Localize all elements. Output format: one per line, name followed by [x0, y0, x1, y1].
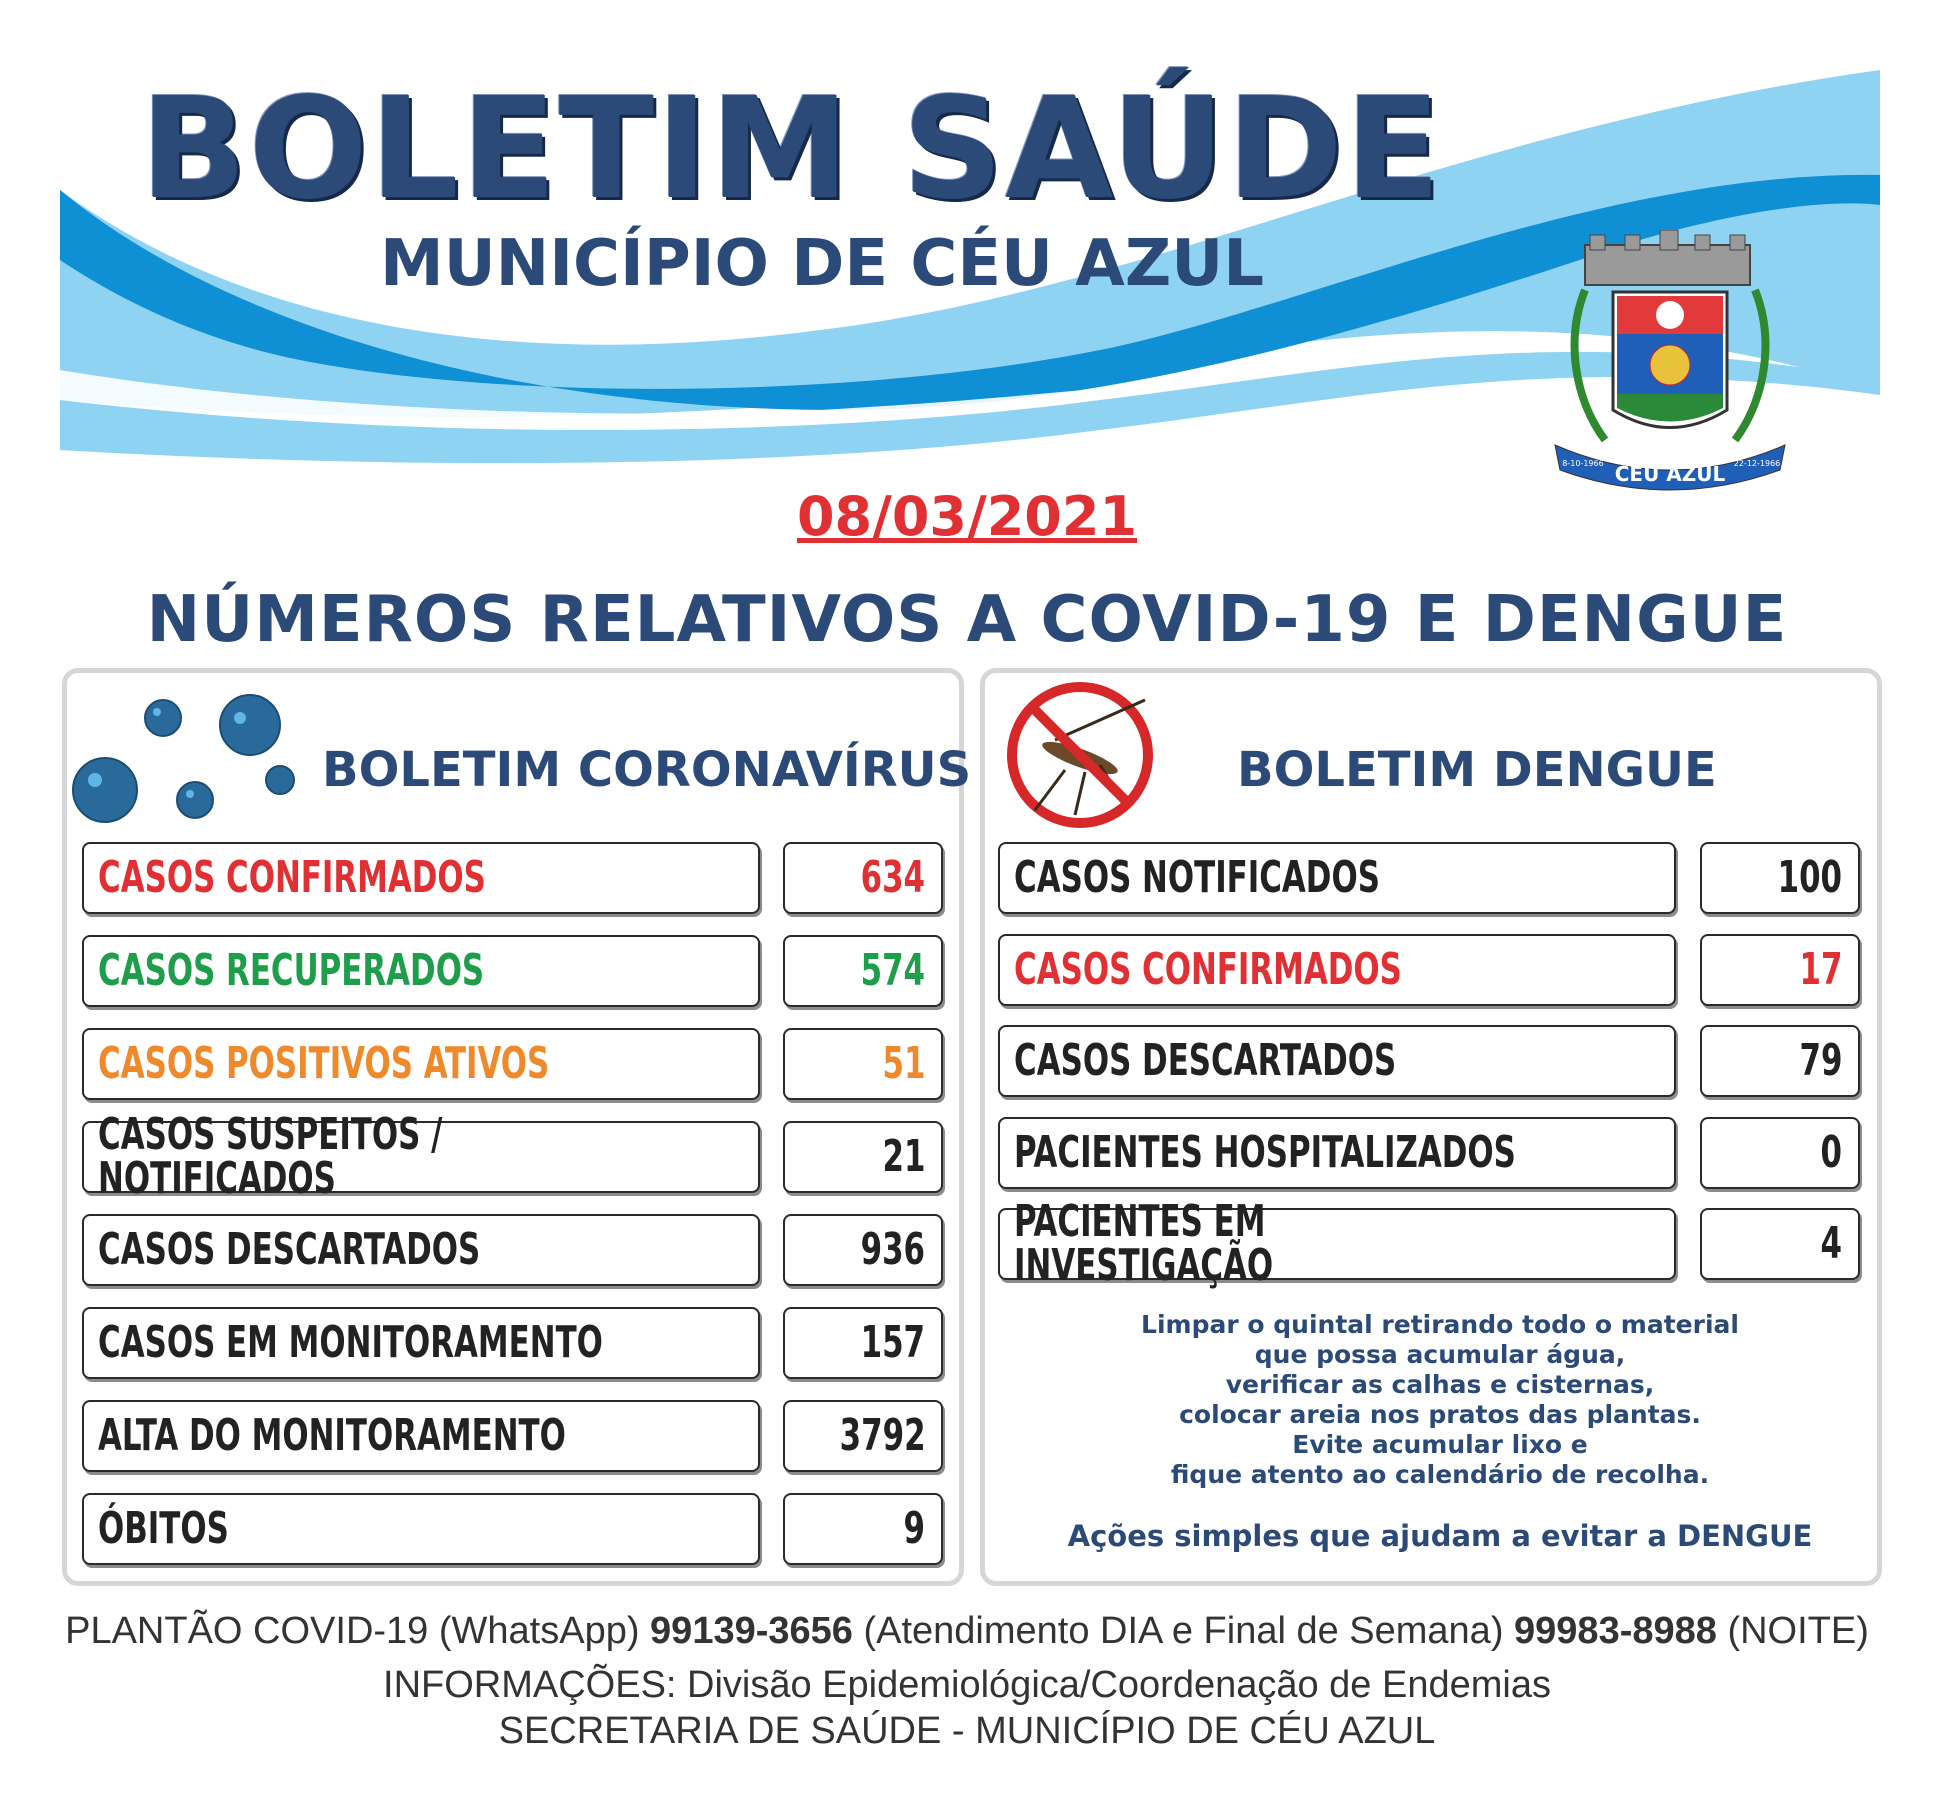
- page-title: BOLETIM SAÚDE: [140, 68, 1443, 231]
- footer-info: INFORMAÇÕES: Divisão Epidemiológica/Coordenação de Endemias: [383, 1664, 1551, 1706]
- covid-row-value: [783, 1400, 943, 1472]
- dengue-prevention-tips: [1000, 1310, 1880, 1490]
- dengue-row-label-text: CASOS CONFIRMADOS: [1014, 943, 1402, 995]
- dengue-row-value: [1700, 1208, 1860, 1280]
- tip-line: colocar areia nos pratos das plantas.: [1179, 1400, 1701, 1429]
- phone-night: 99983-8988: [1514, 1610, 1717, 1652]
- municipal-crest: [1545, 230, 1795, 500]
- covid-row-value-text: 3792: [839, 1410, 926, 1461]
- dengue-slogan: Ações simples que ajudam a evitar a DENGUE: [1067, 1519, 1813, 1553]
- covid-row-label: [82, 1493, 760, 1565]
- dengue-row-label-text: PACIENTES HOSPITALIZADOS: [1014, 1126, 1516, 1178]
- covid-row-value: [783, 1214, 943, 1286]
- tip-line: que possa acumular água,: [1254, 1340, 1626, 1369]
- covid-row-label: [82, 1214, 760, 1286]
- dengue-row-label-text: CASOS DESCARTADOS: [1014, 1035, 1397, 1086]
- hotline-night-note: (NOITE): [1716, 1610, 1869, 1652]
- dengue-row-value-text: 79: [1799, 1035, 1843, 1086]
- covid-row-label: [82, 1109, 760, 1204]
- bulletin-date: 08/03/2021: [796, 485, 1138, 548]
- covid-row-label: [82, 1400, 760, 1472]
- covid-row-label-text: CASOS DESCARTADOS: [98, 1224, 481, 1275]
- dengue-row-value-text: 0: [1820, 1126, 1843, 1178]
- dengue-row-value: [1700, 842, 1860, 914]
- crest-label: CÉU AZUL: [1614, 462, 1726, 486]
- section-heading: NÚMEROS RELATIVOS A COVID-19 E DENGUE: [146, 583, 1788, 657]
- covid-row-value-text: 634: [860, 852, 926, 903]
- dengue-row-value-text: 17: [1799, 943, 1843, 995]
- covid-row-label-text: CASOS POSITIVOS ATIVOS: [98, 1038, 550, 1089]
- dengue-row-label-text: PACIENTES EM INVESTIGAÇÃO: [1014, 1196, 1274, 1291]
- covid-row-value: [783, 1028, 943, 1100]
- covid-row-value-text: 936: [860, 1224, 926, 1275]
- dengue-row-value-text: 100: [1777, 852, 1843, 903]
- dengue-row-label: [998, 842, 1676, 914]
- municipality-subtitle: MUNICÍPIO DE CÉU AZUL: [380, 227, 1264, 301]
- dengue-row-label: [998, 1025, 1676, 1097]
- footer-hotline: [0, 1612, 1934, 1650]
- virus-icon: [65, 680, 305, 840]
- hotline-label: PLANTÃO COVID-19 (WhatsApp): [65, 1610, 651, 1652]
- crest-date-left: 8-10-1966: [1562, 459, 1604, 468]
- covid-row-label: [82, 935, 760, 1007]
- hotline-day-note: (Atendimento DIA e Final de Semana): [852, 1610, 1515, 1652]
- covid-row-value: [783, 1307, 943, 1379]
- covid-row-value: [783, 1493, 943, 1565]
- covid-panel-title: BOLETIM CORONAVÍRUS: [322, 742, 972, 798]
- covid-row-label-text: ÓBITOS: [98, 1503, 229, 1554]
- dengue-row-value: [1700, 1025, 1860, 1097]
- covid-row-label-text: CASOS RECUPERADOS: [98, 945, 485, 996]
- covid-row-value: [783, 1121, 943, 1193]
- covid-row-value-text: 51: [882, 1038, 926, 1089]
- covid-row-value-text: 9: [903, 1503, 926, 1554]
- covid-row-label-text: CASOS EM MONITORAMENTO: [98, 1317, 603, 1368]
- tip-line: fique atento ao calendário de recolha.: [1170, 1460, 1710, 1489]
- tip-line: verificar as calhas e cisternas,: [1225, 1370, 1655, 1399]
- dengue-panel-title: BOLETIM DENGUE: [1237, 742, 1717, 798]
- crest-icon: [1545, 230, 1795, 500]
- covid-row-label-text: CASOS CONFIRMADOS: [98, 852, 486, 903]
- covid-row-label-text: ALTA DO MONITORAMENTO: [98, 1410, 566, 1461]
- tip-line: Evite acumular lixo e: [1292, 1430, 1588, 1459]
- covid-row-value-text: 21: [882, 1131, 926, 1182]
- no-mosquito-icon: [1005, 680, 1175, 830]
- covid-row-value-text: 157: [860, 1317, 926, 1368]
- dengue-row-value: [1700, 934, 1860, 1006]
- crest-date-right: 22-12-1966: [1733, 459, 1781, 468]
- covid-row-label-text: CASOS SUSPEITOS / NOTIFICADOS: [98, 1109, 443, 1204]
- tip-line: Limpar o quintal retirando todo o material: [1141, 1310, 1739, 1339]
- dengue-row-label-text: CASOS NOTIFICADOS: [1014, 852, 1380, 903]
- dengue-row-value-text: 4: [1820, 1218, 1843, 1269]
- covid-row-value: [783, 935, 943, 1007]
- dengue-row-value: [1700, 1117, 1860, 1189]
- dengue-row-label: [998, 934, 1676, 1006]
- covid-row-value: [783, 842, 943, 914]
- covid-row-value-text: 574: [860, 945, 926, 996]
- footer-secretariat: SECRETARIA DE SAÚDE - MUNICÍPIO DE CÉU AZUL: [498, 1710, 1436, 1752]
- covid-row-label: [82, 1028, 760, 1100]
- covid-row-label: [82, 1307, 760, 1379]
- dengue-row-label: [998, 1196, 1676, 1291]
- dengue-row-label: [998, 1117, 1676, 1189]
- phone-day: 99139-3656: [650, 1610, 853, 1652]
- covid-row-label: [82, 842, 760, 914]
